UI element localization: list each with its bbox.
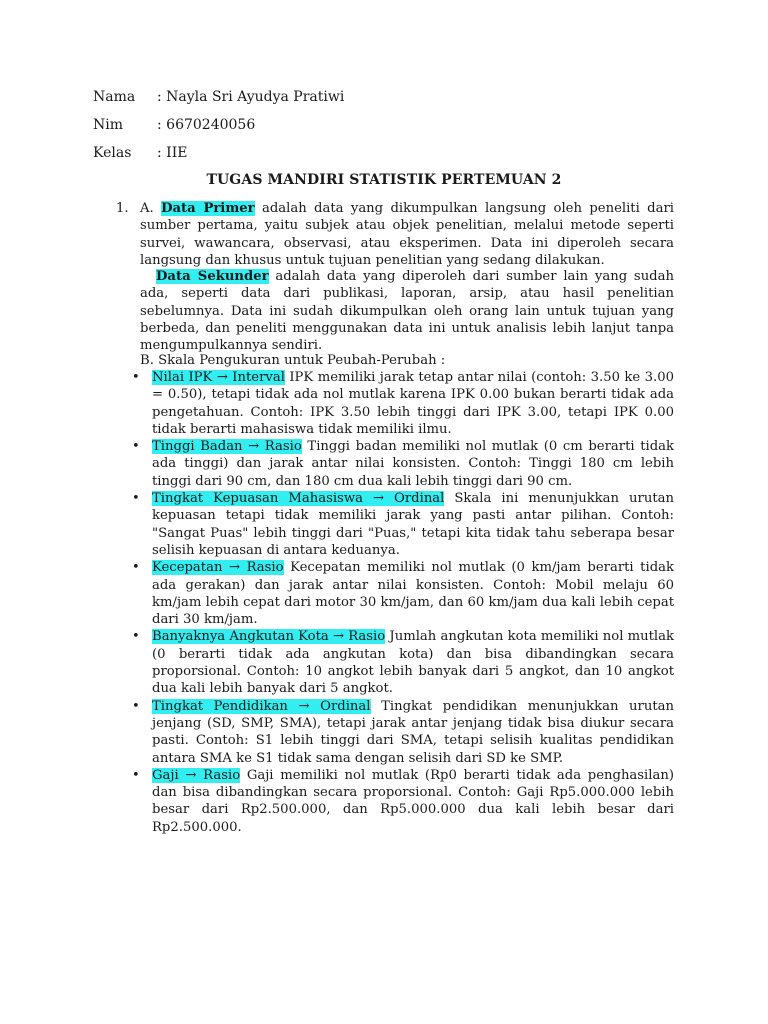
bullet-icon: • xyxy=(132,560,140,576)
class-label: Kelas xyxy=(93,145,132,161)
bullet-icon: • xyxy=(132,629,140,645)
scale-description: Skala ini menunjukkan urutan kepuasan tetapi tidak memiliki jarak yang pasti antar pilihan. Contoh: "Sangat Puas" lebih tinggi dari "Puas," tetapi kita tidak tahu seberapa besar selisih kepuasan di antara keduanya. xyxy=(152,491,674,558)
bullet-icon: • xyxy=(132,767,140,783)
scale-term: Gaji → Rasio xyxy=(152,767,241,783)
list-item xyxy=(132,767,674,836)
page-title: TUGAS MANDIRI STATISTIK PERTEMUAN 2 xyxy=(206,172,562,188)
scale-description: Tinggi badan memiliki nol mutlak (0 cm berarti tidak ada tinggi) dan jarak antar nilai konsisten. Contoh: Tinggi 180 cm lebih tinggi dari 90 cm, dan 180 cm dua kali lebih tinggi dari 90 cm. xyxy=(152,439,675,489)
name-value: : Nayla Sri Ayudya Pratiwi xyxy=(157,89,345,105)
sekunder-text: adalah data yang diperoleh dari sumber lain yang sudah ada, seperti data dari publikasi, laporan, arsip, atau hasil penelitian sebelumnya. Data ini sudah dikumpulkan oleh orang lain untuk tujuan yang berbeda, dan peneliti menggunakan data ini untuk analisis lebih lanjut tanpa mengumpulkannya sendiri. xyxy=(140,269,674,354)
scale-term: Banyaknya Angkutan Kota → Rasio xyxy=(152,629,386,645)
scale-list xyxy=(132,369,675,836)
nim-value: : 6670240056 xyxy=(157,117,256,133)
scale-term: Tingkat Kepuasan Mahasiswa → Ordinal xyxy=(152,491,445,507)
nim-label: Nim xyxy=(93,117,124,133)
scale-description: Tingkat pendidikan menunjukkan urutan jenjang (SD, SMP, SMA), tetapi jarak antar jenjang tidak bisa diukur secara pasti. Contoh: S1 lebih tinggi dari SMA, tetapi selisih kualitas pendidikan antara SMA ke S1 tidak sama dengan selisih dari SD ke SMP. xyxy=(152,698,674,766)
nim-row xyxy=(93,116,255,134)
part-a-prefix: A. xyxy=(140,201,154,216)
part-a-paragraph xyxy=(140,200,674,269)
part-b-heading: B. Skala Pengukuran untuk Peubah-Perubah : xyxy=(140,353,446,368)
scale-term: Tinggi Badan → Rasio xyxy=(152,439,302,455)
bullet-icon: • xyxy=(132,370,140,385)
scale-description: Kecepatan memiliki nol mutlak (0 km/jam berarti tidak ada gerakan) dan jarak antar nilai konsisten. Contoh: Mobil melaju 60 km/jam lebih cepat dari motor 30 km/jam, dan 60 km/jam dua kali lebih cepat dari 30 km/jam. xyxy=(152,560,674,628)
scale-term: Nilai IPK → Interval xyxy=(152,370,285,385)
class-row xyxy=(93,144,187,162)
name-row xyxy=(93,88,344,106)
scale-term: Tingkat Pendidikan → Ordinal xyxy=(152,698,371,714)
primer-term: Data Primer xyxy=(161,201,255,216)
list-item xyxy=(132,369,674,438)
bullet-icon: • xyxy=(132,439,140,455)
question-number: 1. xyxy=(116,201,129,216)
bullet-icon: • xyxy=(132,491,140,507)
class-value: : IIE xyxy=(157,145,188,161)
list-item xyxy=(132,438,675,490)
list-item xyxy=(132,490,674,559)
scale-description: Jumlah angkutan kota memiliki nol mutlak (0 berarti tidak ada angkutan kota) dan bisa dibandingkan secara proporsional. Contoh: 10 angkot lebih banyak dari 5 angkot, dan 10 angkot dua kali lebih banyak dari 5 angkot. xyxy=(152,629,674,697)
name-label: Nama xyxy=(93,89,136,105)
list-item xyxy=(132,698,674,767)
sekunder-term: Data Sekunder xyxy=(156,269,269,284)
scale-term: Kecepatan → Rasio xyxy=(152,560,284,576)
list-item xyxy=(132,559,674,628)
sekunder-paragraph xyxy=(140,268,674,354)
primer-text: adalah data yang dikumpulkan langsung oleh peneliti dari sumber pertama, yaitu subjek atau objek penelitian, melalui metode seperti survei, wawancara, observasi, atau eksperimen. Data ini diperoleh secara langsung dan khusus untuk tujuan penelitian yang sedang dilakukan. xyxy=(140,201,674,268)
bullet-icon: • xyxy=(132,698,140,714)
scale-description: Gaji memiliki nol mutlak (Rp0 berarti tidak ada penghasilan) dan bisa dibandingkan secara proporsional. Contoh: Gaji Rp5.000.000 lebih besar dari Rp2.500.000, dan Rp5.000.000 dua kali lebih besar dari Rp2.500.000. xyxy=(152,767,674,835)
list-item xyxy=(132,628,674,697)
scale-description: IPK memiliki jarak tetap antar nilai (contoh: 3.50 ke 3.00 = 0.50), tetapi tidak ada nol mutlak karena IPK 0.00 bukan berarti tidak ada pengetahuan. Contoh: IPK 3.50 lebih tinggi dari IPK 3.00, tetapi IPK 0.00 tidak berarti mahasiswa tidak memiliki ilmu. xyxy=(152,370,674,437)
